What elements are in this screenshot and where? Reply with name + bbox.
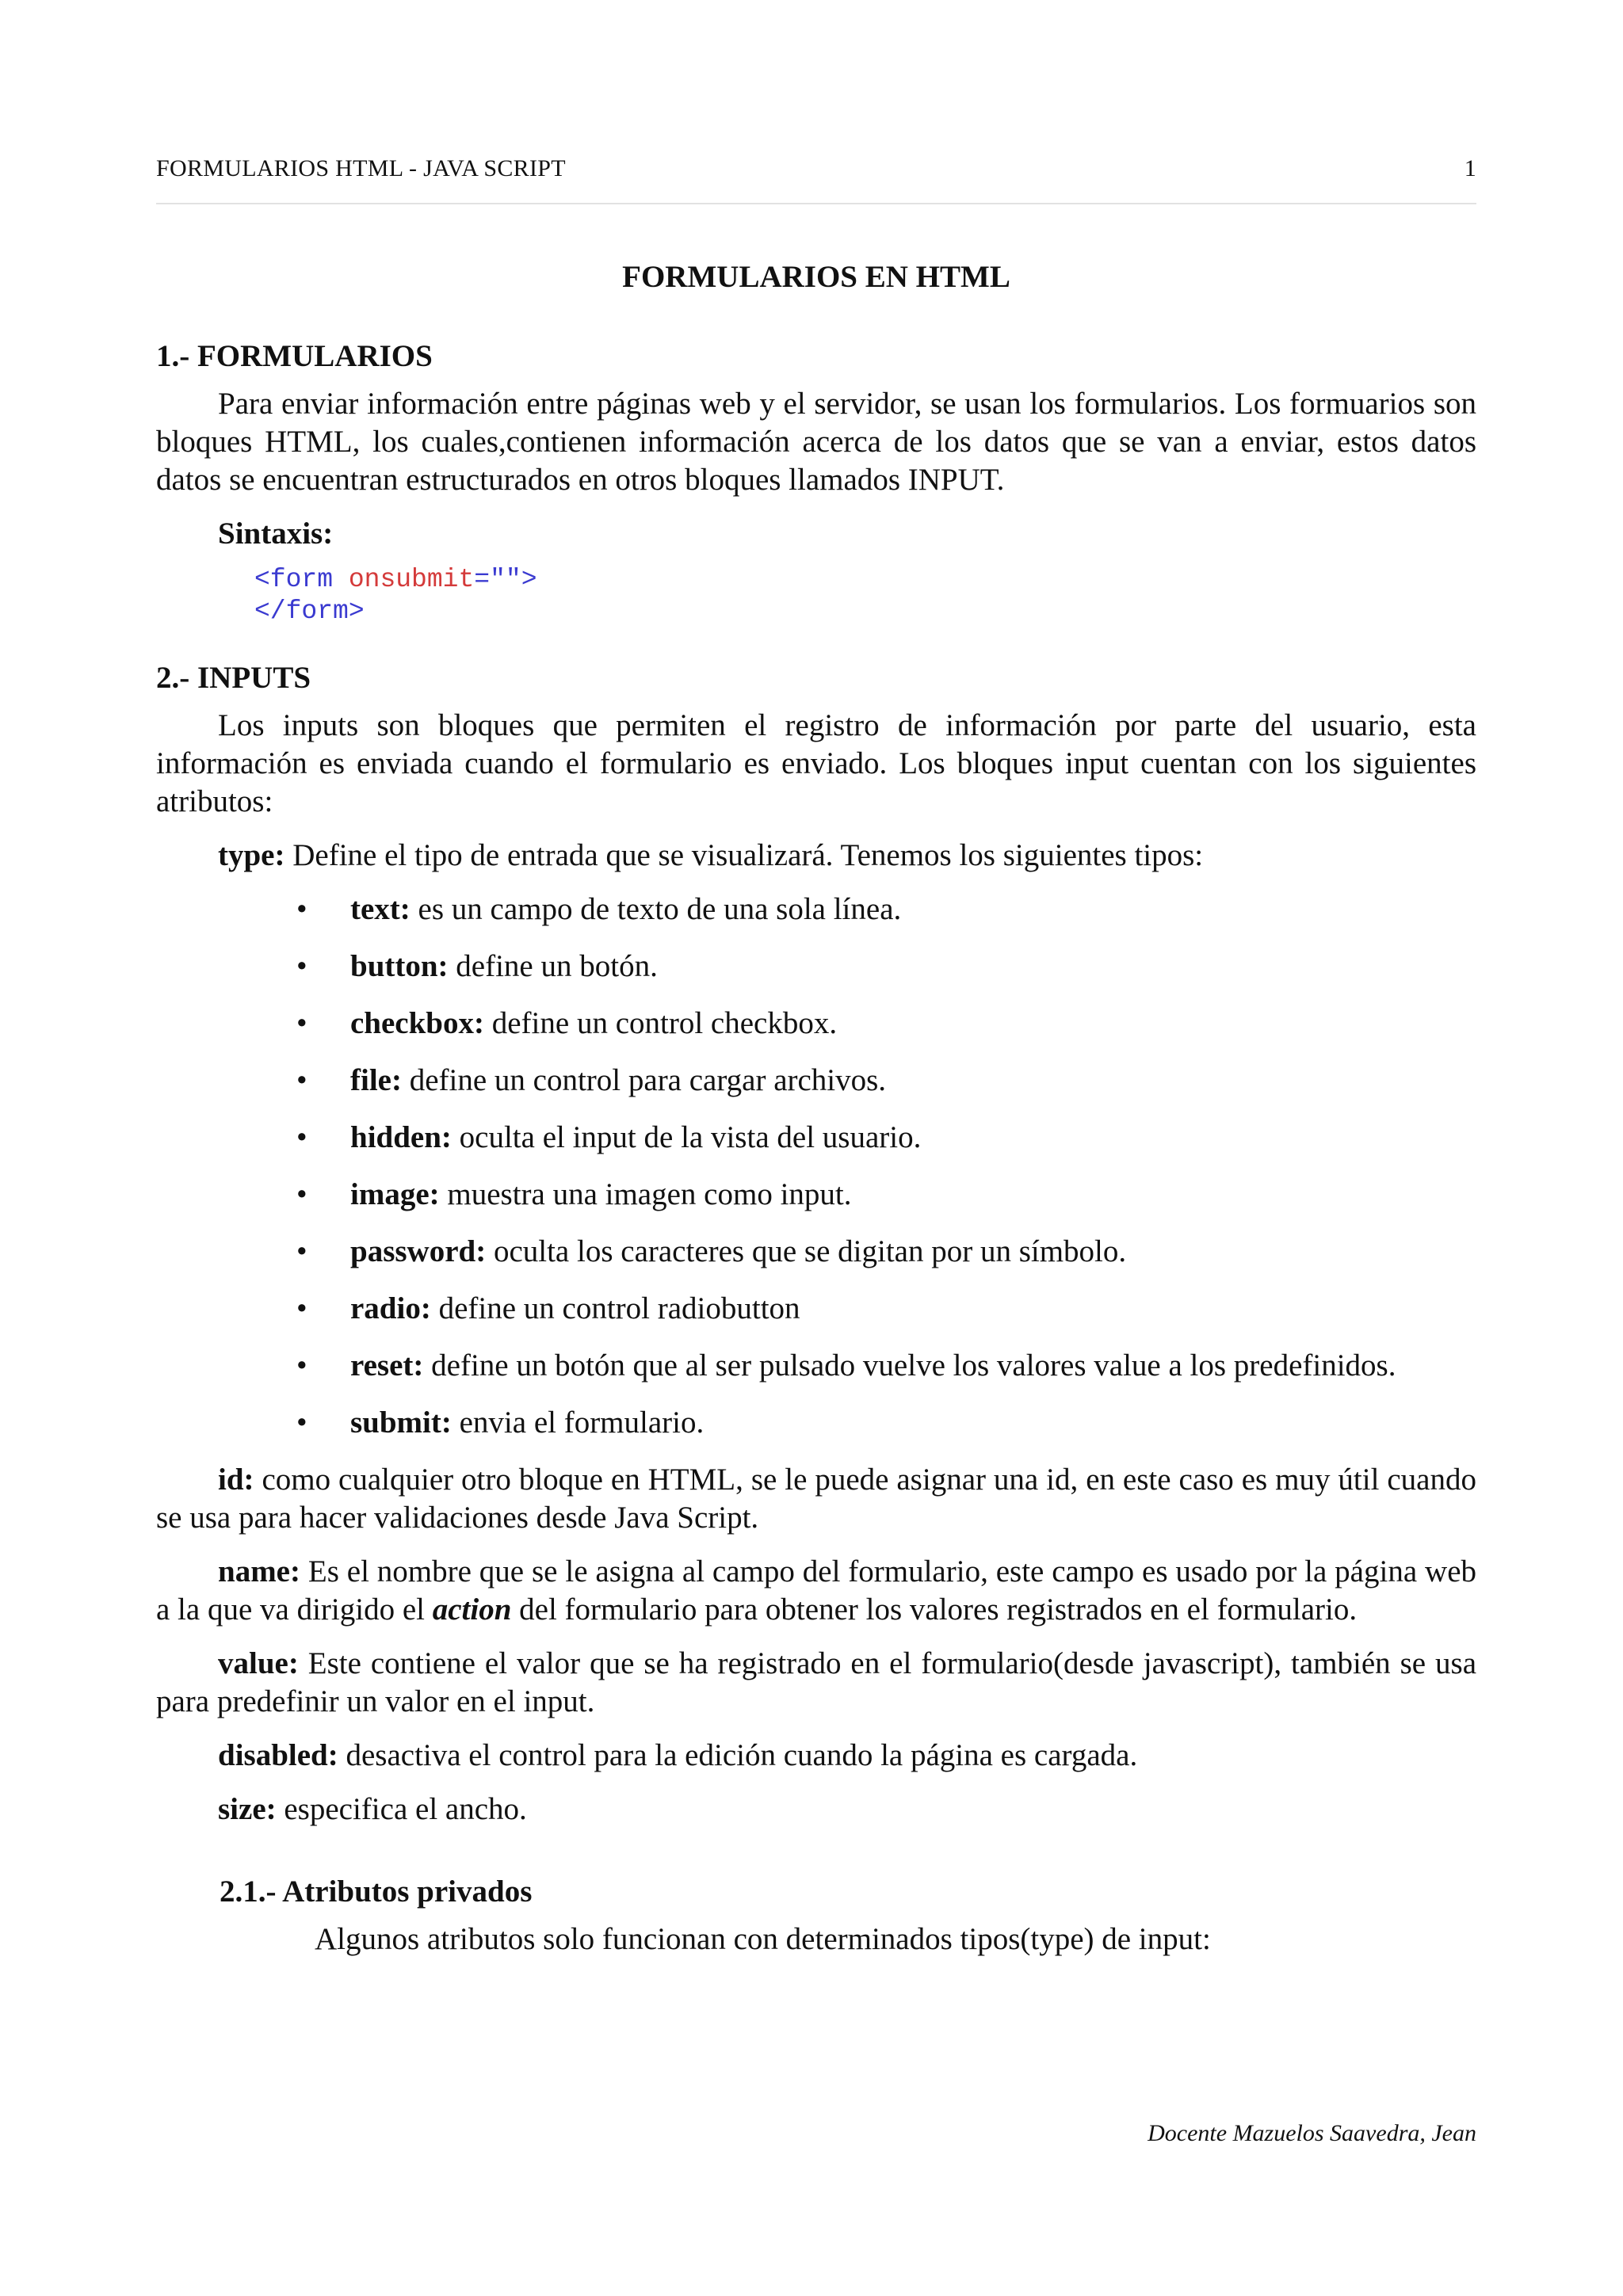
- list-item: [296, 1347, 1476, 1385]
- type-item-term: submit:: [350, 1405, 452, 1440]
- type-item-term: button:: [350, 949, 449, 983]
- bullet-icon: •: [296, 1348, 307, 1383]
- id-term: id:: [218, 1463, 254, 1497]
- input-types-list: [156, 891, 1476, 1442]
- type-item-term: hidden:: [350, 1120, 452, 1154]
- name-term: name:: [218, 1554, 300, 1589]
- footer-signature: Docente Mazuelos Saavedra, Jean: [1148, 2120, 1476, 2146]
- type-item-desc: define un control para cargar archivos.: [409, 1063, 887, 1097]
- document-title: FORMULARIOS EN HTML: [622, 260, 1010, 294]
- subsection-heading-atributos-privados: 2.1.- Atributos privados: [220, 1875, 533, 1909]
- page-number: 1: [1464, 155, 1476, 181]
- name-desc-a: Es el nombre que se le asigna al campo del formulario, este campo es usado por la página web a la que va dirigido el: [156, 1554, 1476, 1627]
- type-item-desc: oculta los caracteres que se digitan por un símbolo.: [493, 1234, 1127, 1268]
- name-paragraph: [156, 1553, 1476, 1629]
- id-desc: como cualquier otro bloque en HTML, se le puede asignar una id, en este caso es muy útil cuando se usa para hacer validaciones desde Java Script.: [156, 1463, 1476, 1535]
- bullet-icon: •: [296, 1006, 307, 1040]
- type-item-term: password:: [350, 1234, 487, 1268]
- section-heading-formularios: 1.- FORMULARIOS: [156, 339, 433, 373]
- list-item: [296, 1005, 1476, 1043]
- type-item-desc: muestra una imagen como input.: [447, 1177, 852, 1211]
- name-desc-b: del formulario para obtener los valores registrados en el formulario.: [519, 1592, 1358, 1627]
- disabled-desc: desactiva el control para la edición cuando la página es cargada.: [346, 1738, 1138, 1772]
- list-item: [296, 1290, 1476, 1328]
- bullet-icon: •: [296, 1291, 307, 1325]
- bullet-icon: •: [296, 1177, 307, 1211]
- type-desc: Define el tipo de entrada que se visualizará. Tenemos los siguientes tipos:: [292, 838, 1204, 872]
- type-item-desc: define un control radiobutton: [438, 1291, 800, 1325]
- code-line-open: [254, 564, 1476, 596]
- list-item: [296, 1233, 1476, 1271]
- section2-paragraph: Los inputs son bloques que permiten el registro de información por parte del usuario, esta información es enviada cuando el formulario es enviado. Los bloques input cuentan con los siguientes atributos:: [156, 708, 1476, 818]
- bullet-icon: •: [296, 949, 307, 983]
- type-item-term: radio:: [350, 1291, 431, 1325]
- type-item-desc: oculta el input de la vista del usuario.: [459, 1120, 922, 1154]
- type-item-desc: es un campo de texto de una sola línea.: [418, 892, 902, 926]
- list-item: [296, 1119, 1476, 1157]
- bullet-icon: •: [296, 1120, 307, 1154]
- type-item-desc: envia el formulario.: [459, 1405, 705, 1440]
- type-term: type:: [218, 838, 285, 872]
- header-title: FORMULARIOS HTML - JAVA SCRIPT: [156, 155, 566, 181]
- size-paragraph: [156, 1791, 1476, 1829]
- value-desc: Este contiene el valor que se ha registrado en el formulario(desde javascript), también se usa para predefinir un valor en el input.: [156, 1646, 1476, 1718]
- type-item-term: checkbox:: [350, 1006, 484, 1040]
- code-line-close: </form>: [254, 597, 365, 626]
- value-paragraph: [156, 1645, 1476, 1721]
- document-content: [156, 258, 1476, 1974]
- size-term: size:: [218, 1792, 277, 1826]
- list-item: [296, 1404, 1476, 1442]
- running-header: [156, 155, 1476, 204]
- section1-paragraph: Para enviar información entre páginas web y el servidor, se usan los formularios. Los formuarios son bloques HTML, los cuales,contienen información acerca de los datos que se van a enviar, estos datos datos se encuentran estructurados en otros bloques llamados INPUT.: [156, 387, 1476, 497]
- type-item-term: file:: [350, 1063, 402, 1097]
- type-item-desc: define un botón que al ser pulsado vuelve los valores value a los predefinidos.: [431, 1348, 1396, 1383]
- section-heading-inputs: 2.- INPUTS: [156, 661, 311, 695]
- name-action: action: [432, 1592, 512, 1627]
- bullet-icon: •: [296, 1405, 307, 1440]
- bullet-icon: •: [296, 1234, 307, 1268]
- type-item-desc: define un botón.: [456, 949, 658, 983]
- list-item: [296, 891, 1476, 929]
- size-desc: especifica el ancho.: [284, 1792, 527, 1826]
- section21-paragraph: Algunos atributos solo funcionan con determinados tipos(type) de input:: [315, 1922, 1211, 1956]
- type-item-term: text:: [350, 892, 411, 926]
- type-item-term: image:: [350, 1177, 440, 1211]
- disabled-paragraph: [156, 1737, 1476, 1775]
- value-term: value:: [218, 1646, 299, 1680]
- list-item: [296, 948, 1476, 986]
- code-attr: onsubmit: [348, 565, 475, 594]
- code-open-tag: <form: [254, 565, 334, 594]
- syntax-label: Sintaxis:: [218, 517, 334, 551]
- bullet-icon: •: [296, 892, 307, 926]
- id-paragraph: [156, 1461, 1476, 1537]
- type-paragraph: [156, 837, 1476, 875]
- type-item-term: reset:: [350, 1348, 424, 1383]
- list-item: [296, 1176, 1476, 1214]
- code-block: [254, 564, 1476, 627]
- bullet-icon: •: [296, 1063, 307, 1097]
- type-item-desc: define un control checkbox.: [491, 1006, 838, 1040]
- code-attr-value: ="">: [474, 565, 537, 594]
- disabled-term: disabled:: [218, 1738, 338, 1772]
- list-item: [296, 1062, 1476, 1100]
